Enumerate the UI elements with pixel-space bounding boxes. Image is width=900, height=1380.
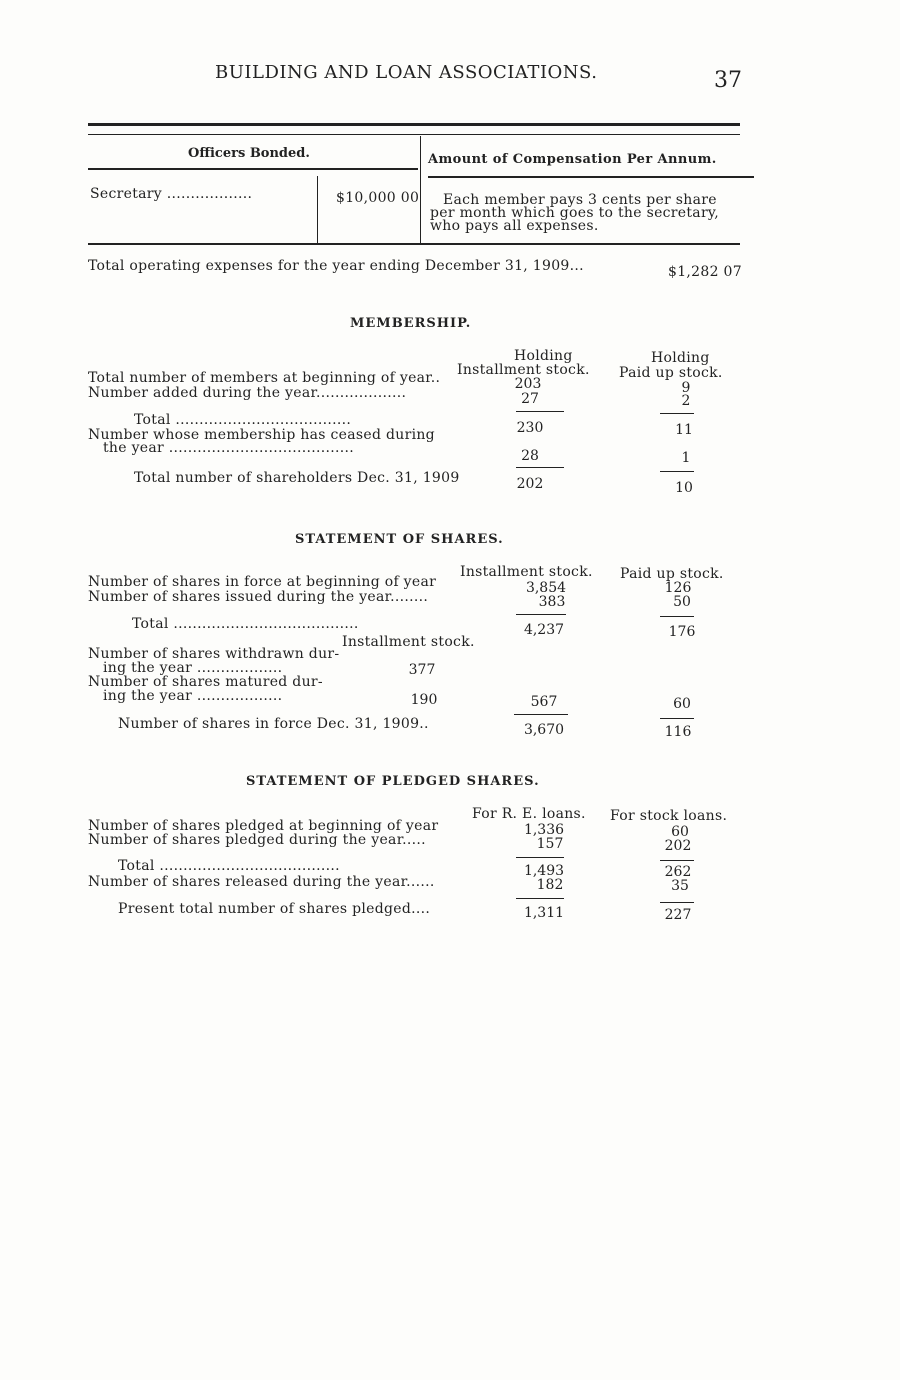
- compensation-line-1: Each member pays 3 cents per share: [443, 192, 717, 208]
- matured-label-line1: Number of shares matured dur-: [88, 674, 323, 690]
- withdrawn-label-line1: Number of shares withdrawn dur-: [88, 646, 340, 662]
- pledged-final-rule-1: [516, 898, 564, 899]
- shares-title: STATEMENT OF SHARES.: [295, 532, 504, 547]
- ceased-installment: 28: [521, 448, 539, 464]
- pledged-subtotal-rule-2: [660, 860, 694, 861]
- members-added-paidup: 2: [681, 393, 691, 409]
- membership-col1-header-bottom: Installment stock.: [457, 362, 590, 378]
- pledged-present-label: Present total number of shares pledged....: [118, 901, 431, 917]
- pledged-total-re: 1,493: [523, 863, 565, 879]
- pledged-beginning-label: Number of shares pledged at beginning of year: [88, 818, 439, 834]
- secretary-bond-amount: $10,000 00: [336, 190, 420, 206]
- compensation-header: Amount of Compensation Per Annum.: [428, 152, 717, 167]
- pledged-final-rule-2: [660, 902, 694, 903]
- pledged-present-re: 1,311: [523, 905, 565, 921]
- shares-final-rule-2: [660, 718, 694, 719]
- shares-col2-header: Paid up stock.: [620, 566, 724, 582]
- pledged-col1-header: For R. E. loans.: [472, 806, 586, 822]
- header-underline-right: [428, 176, 754, 178]
- officers-bonded-header: Officers Bonded.: [188, 146, 310, 161]
- shares-total-label: Total .......................................: [132, 616, 359, 632]
- compensation-line-2: per month which goes to the secretary,: [430, 205, 720, 221]
- pledged-during-re: 157: [536, 836, 564, 852]
- shares-total-paidup: 176: [668, 624, 696, 640]
- released-label: Number of shares released during the year......: [88, 874, 435, 890]
- operating-expenses-label: Total operating expenses for the year ending December 31, 1909...: [88, 258, 584, 274]
- shares-subtotal-rule-1: [516, 614, 566, 615]
- pledged-during-label: Number of shares pledged during the year.....: [88, 832, 426, 848]
- shares-issued-label: Number of shares issued during the year........: [88, 589, 429, 605]
- shareholders-end-paidup: 10: [675, 480, 693, 496]
- column-divider: [420, 136, 421, 244]
- removed-paidup: 60: [673, 696, 691, 712]
- shareholders-end-installment: 202: [516, 476, 544, 492]
- membership-subtotal-rule-2: [660, 413, 694, 414]
- membership-total-paidup: 11: [675, 422, 693, 438]
- shares-col1-header: Installment stock.: [460, 564, 593, 580]
- pledged-total-stock: 262: [664, 864, 692, 880]
- shares-issued-paidup: 50: [673, 594, 691, 610]
- shares-beginning-label: Number of shares in force at beginning of year: [88, 574, 437, 590]
- pledged-beginning-re: 1,336: [523, 822, 565, 838]
- withdrawn-count: 377: [408, 662, 436, 678]
- members-beginning-label: Total number of members at beginning of year..: [88, 370, 441, 386]
- shares-total-installment: 4,237: [523, 622, 565, 638]
- shares-final-rule-1: [514, 714, 568, 715]
- membership-total-installment: 230: [516, 420, 544, 436]
- shares-end-label: Number of shares in force Dec. 31, 1909..: [118, 716, 429, 732]
- header-underline-left: [88, 168, 418, 170]
- pledged-total-label: Total ......................................: [118, 858, 340, 874]
- shares-end-installment: 3,670: [523, 722, 565, 738]
- membership-title: MEMBERSHIP.: [350, 316, 472, 331]
- table-bottom-rule: [88, 243, 740, 245]
- membership-col1-header-top: Holding: [514, 348, 573, 364]
- page-number: 37: [714, 68, 742, 93]
- membership-total-label: Total .....................................: [134, 412, 352, 428]
- matured-label-line2: ing the year ..................: [103, 688, 283, 704]
- members-beginning-paidup: 9: [681, 380, 691, 396]
- pledged-col2-header: For stock loans.: [610, 808, 728, 824]
- shares-subtotal-rule-2: [660, 616, 694, 617]
- table-top-rule-thin: [88, 134, 740, 135]
- membership-final-rule-2: [660, 471, 694, 472]
- members-added-installment: 27: [521, 391, 539, 407]
- compensation-line-3: who pays all expenses.: [430, 218, 599, 234]
- membership-col2-header-bottom: Paid up stock.: [619, 365, 723, 381]
- released-stock: 35: [671, 878, 689, 894]
- membership-final-rule-1: [516, 467, 564, 468]
- shareholders-end-label: Total number of shareholders Dec. 31, 1909: [134, 470, 460, 486]
- shares-beginning-paidup: 126: [664, 580, 692, 596]
- pledged-subtotal-rule-1: [516, 857, 564, 858]
- membership-subtotal-rule-1: [516, 411, 564, 412]
- running-head: BUILDING AND LOAN ASSOCIATIONS.: [215, 62, 598, 83]
- shares-end-paidup: 116: [664, 724, 692, 740]
- ceased-label-line2: the year .......................................: [103, 440, 355, 456]
- ceased-label-line1: Number whose membership has ceased during: [88, 427, 435, 443]
- removed-installment: 567: [530, 694, 558, 710]
- members-beginning-installment: 203: [514, 376, 542, 392]
- operating-expenses-value: $1,282 07: [668, 264, 742, 280]
- shares-issued-installment: 383: [538, 594, 566, 610]
- withdrawn-label-line2: ing the year ..................: [103, 660, 283, 676]
- pledged-during-stock: 202: [664, 838, 692, 854]
- released-re: 182: [536, 877, 564, 893]
- ceased-paidup: 1: [681, 450, 691, 466]
- secretary-label: Secretary ..................: [90, 186, 253, 202]
- membership-col2-header-top: Holding: [651, 350, 710, 366]
- shares-sub-header: Installment stock.: [342, 634, 475, 650]
- matured-count: 190: [410, 692, 438, 708]
- members-added-label: Number added during the year...................: [88, 385, 407, 401]
- amount-divider: [317, 176, 318, 244]
- pledged-title: STATEMENT OF PLEDGED SHARES.: [246, 774, 540, 789]
- shares-beginning-installment: 3,854: [525, 580, 567, 596]
- pledged-present-stock: 227: [664, 907, 692, 923]
- table-top-rule: [88, 123, 740, 126]
- pledged-beginning-stock: 60: [671, 824, 689, 840]
